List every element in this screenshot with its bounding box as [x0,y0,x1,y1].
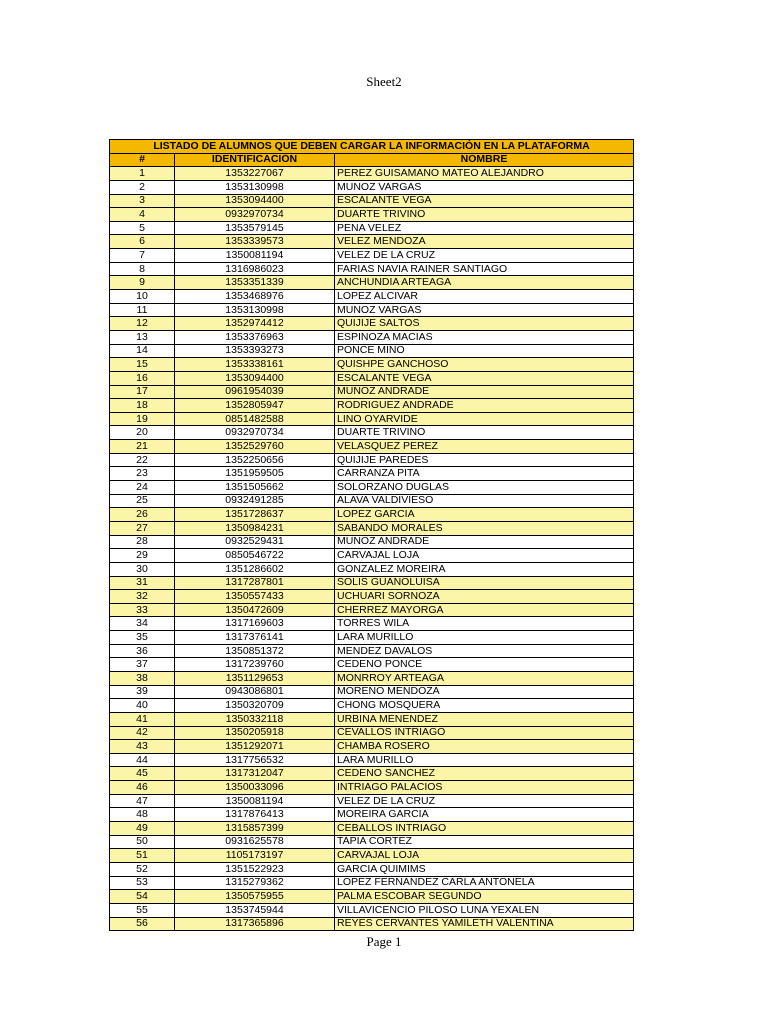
table-row [110,562,634,576]
row-name-cell: MUNOZ VARGAS [335,303,634,317]
table-row [110,440,634,454]
row-name-cell: PONCE MINO [335,344,634,358]
row-number-cell: 22 [110,453,175,467]
row-name-cell: ALAVA VALDIVIESO [335,494,634,508]
row-number-cell: 42 [110,726,175,740]
row-identification-cell: 1350081194 [175,249,335,263]
table-row [110,631,634,645]
table-row [110,317,634,331]
row-identification-cell: 1353745944 [175,903,335,917]
row-number-cell: 26 [110,508,175,522]
row-number-cell: 10 [110,290,175,304]
row-number-cell: 3 [110,194,175,208]
row-identification-cell: 1350081194 [175,794,335,808]
row-number-cell: 53 [110,876,175,890]
row-identification-cell: 0932970734 [175,426,335,440]
row-identification-cell: 1351959505 [175,467,335,481]
row-name-cell: LOPEZ FERNANDEZ CARLA ANTONELA [335,876,634,890]
row-identification-cell: 1317169603 [175,617,335,631]
row-number-cell: 7 [110,249,175,263]
table-row [110,167,634,181]
row-number-cell: 52 [110,862,175,876]
table-row [110,221,634,235]
table-row [110,726,634,740]
table-row [110,603,634,617]
table-row [110,180,634,194]
row-identification-cell: 1350332118 [175,712,335,726]
row-name-cell: CHAMBA ROSERO [335,740,634,754]
row-number-cell: 39 [110,685,175,699]
row-identification-cell: 0850546722 [175,549,335,563]
row-number-cell: 1 [110,167,175,181]
row-name-cell: URBINA MENENDEZ [335,712,634,726]
row-name-cell: MONRROY ARTEAGA [335,671,634,685]
row-identification-cell: 1350575955 [175,890,335,904]
row-number-cell: 17 [110,385,175,399]
row-name-cell: VELASQUEZ PEREZ [335,440,634,454]
row-number-cell: 43 [110,740,175,754]
row-identification-cell: 1353227067 [175,167,335,181]
row-identification-cell: 1315857399 [175,822,335,836]
row-identification-cell: 1352529760 [175,440,335,454]
row-identification-cell: 1351505662 [175,481,335,495]
row-number-cell: 54 [110,890,175,904]
row-identification-cell: 1317239760 [175,658,335,672]
column-header-row [110,153,634,167]
row-number-cell: 13 [110,330,175,344]
row-number-cell: 11 [110,303,175,317]
table-row [110,385,634,399]
row-name-cell: CEBALLOS INTRIAGO [335,822,634,836]
table-row [110,494,634,508]
table-row [110,740,634,754]
row-number-cell: 37 [110,658,175,672]
row-number-cell: 6 [110,235,175,249]
row-identification-cell: 0851482588 [175,412,335,426]
row-identification-cell: 0961954039 [175,385,335,399]
row-name-cell: DUARTE TRIVINO [335,426,634,440]
row-number-cell: 24 [110,481,175,495]
row-name-cell: ESPINOZA MACIAS [335,330,634,344]
row-number-cell: 48 [110,808,175,822]
row-name-cell: CHERREZ MAYORGA [335,603,634,617]
row-number-cell: 2 [110,180,175,194]
table-row [110,290,634,304]
row-number-cell: 23 [110,467,175,481]
row-number-cell: 14 [110,344,175,358]
row-number-cell: 27 [110,521,175,535]
row-name-cell: INTRIAGO PALACIOS [335,781,634,795]
table-row [110,753,634,767]
row-identification-cell: 1350033096 [175,781,335,795]
table-row [110,358,634,372]
table-row [110,835,634,849]
row-number-cell: 19 [110,412,175,426]
row-identification-cell: 0931625578 [175,835,335,849]
row-name-cell: LINO OYARVIDE [335,412,634,426]
row-name-cell: RODRIGUEZ ANDRADE [335,399,634,413]
row-name-cell: MUNOZ ANDRADE [335,535,634,549]
row-number-cell: 9 [110,276,175,290]
row-number-cell: 15 [110,358,175,372]
table-title-row [110,140,634,154]
row-identification-cell: 1353094400 [175,371,335,385]
row-identification-cell: 1350557433 [175,590,335,604]
row-identification-cell: 1353338161 [175,358,335,372]
table-row [110,399,634,413]
table-row [110,658,634,672]
row-identification-cell: 1353468976 [175,290,335,304]
row-name-cell: QUIJIJE SALTOS [335,317,634,331]
row-identification-cell: 1350472609 [175,603,335,617]
row-identification-cell: 1317365896 [175,917,335,931]
row-number-cell: 45 [110,767,175,781]
row-name-cell: CARVAJAL LOJA [335,549,634,563]
row-identification-cell: 0943086801 [175,685,335,699]
row-name-cell: VILLAVICENCIO PILOSO LUNA YEXALEN [335,903,634,917]
table-row [110,467,634,481]
row-identification-cell: 1351129653 [175,671,335,685]
row-identification-cell: 1350851372 [175,644,335,658]
table-row [110,521,634,535]
row-identification-cell: 1316986023 [175,262,335,276]
row-name-cell: QUIJIJE PAREDES [335,453,634,467]
row-number-cell: 8 [110,262,175,276]
table-row [110,549,634,563]
row-name-cell: CARRANZA PITA [335,467,634,481]
row-number-cell: 38 [110,671,175,685]
table-row [110,330,634,344]
row-identification-cell: 0932529431 [175,535,335,549]
row-name-cell: SOLORZANO DUGLAS [335,481,634,495]
row-name-cell: LARA MURILLO [335,753,634,767]
row-number-cell: 55 [110,903,175,917]
row-name-cell: REYES CERVANTES YAMILETH VALENTINA [335,917,634,931]
row-name-cell: PEREZ GUISAMANO MATEO ALEJANDRO [335,167,634,181]
row-number-cell: 47 [110,794,175,808]
row-name-cell: SABANDO MORALES [335,521,634,535]
row-identification-cell: 1350205918 [175,726,335,740]
row-number-cell: 20 [110,426,175,440]
row-number-cell: 41 [110,712,175,726]
table-row [110,685,634,699]
table-title: LISTADO DE ALUMNOS QUE DEBEN CARGAR LA INFORMACIÓN EN LA PLATAFORMA [110,140,634,154]
row-name-cell: LOPEZ ALCIVAR [335,290,634,304]
row-identification-cell: 1353094400 [175,194,335,208]
row-name-cell: QUISHPE GANCHOSO [335,358,634,372]
row-identification-cell: 1351292071 [175,740,335,754]
row-identification-cell: 1352250656 [175,453,335,467]
row-name-cell: DUARTE TRIVINO [335,208,634,222]
row-identification-cell: 1353339573 [175,235,335,249]
table-row [110,235,634,249]
row-number-cell: 25 [110,494,175,508]
row-number-cell: 30 [110,562,175,576]
row-name-cell: GONZALEZ MOREIRA [335,562,634,576]
row-number-cell: 49 [110,822,175,836]
row-identification-cell: 1353376963 [175,330,335,344]
row-name-cell: TAPIA CORTEZ [335,835,634,849]
column-header-identification: IDENTIFICACIÓN [175,153,335,167]
table-row [110,371,634,385]
row-number-cell: 21 [110,440,175,454]
column-header-name: NOMBRE [335,153,634,167]
row-identification-cell: 0932970734 [175,208,335,222]
table-row [110,508,634,522]
table-row [110,617,634,631]
table-row [110,276,634,290]
page-header: Sheet2 [366,74,402,89]
table-body [110,167,634,931]
row-identification-cell: 1317312047 [175,767,335,781]
row-identification-cell: 1353130998 [175,180,335,194]
row-number-cell: 40 [110,699,175,713]
row-name-cell: VELEZ DE LA CRUZ [335,794,634,808]
table-row [110,262,634,276]
table-row [110,426,634,440]
row-identification-cell: 1351522923 [175,862,335,876]
row-identification-cell: 0932491285 [175,494,335,508]
table-row [110,208,634,222]
table-row [110,576,634,590]
table-row [110,344,634,358]
column-header-number: # [110,153,175,167]
row-identification-cell: 1317876413 [175,808,335,822]
row-name-cell: CARVAJAL LOJA [335,849,634,863]
row-name-cell: TORRES WILA [335,617,634,631]
table-row [110,876,634,890]
row-number-cell: 28 [110,535,175,549]
table-row [110,890,634,904]
row-identification-cell: 1351286602 [175,562,335,576]
table-row [110,412,634,426]
page-footer: Page 1 [366,934,402,949]
row-name-cell: MORENO MENDOZA [335,685,634,699]
row-name-cell: MENDEZ DAVALOS [335,644,634,658]
row-identification-cell: 1317376141 [175,631,335,645]
row-number-cell: 29 [110,549,175,563]
row-name-cell: LARA MURILLO [335,631,634,645]
row-name-cell: FARIAS NAVIA RAINER SANTIAGO [335,262,634,276]
row-number-cell: 35 [110,631,175,645]
row-number-cell: 44 [110,753,175,767]
row-name-cell: UCHUARI SORNOZA [335,590,634,604]
table-row [110,671,634,685]
table-row [110,794,634,808]
row-name-cell: VELEZ MENDOZA [335,235,634,249]
row-identification-cell: 1317287801 [175,576,335,590]
row-number-cell: 34 [110,617,175,631]
row-name-cell: CEDENO SANCHEZ [335,767,634,781]
row-number-cell: 36 [110,644,175,658]
table-row [110,303,634,317]
row-name-cell: CEDENO PONCE [335,658,634,672]
row-identification-cell: 1353351339 [175,276,335,290]
row-name-cell: CEVALLOS INTRIAGO [335,726,634,740]
row-identification-cell: 1350984231 [175,521,335,535]
table-row [110,781,634,795]
students-table [109,139,634,931]
row-number-cell: 5 [110,221,175,235]
table-row [110,808,634,822]
row-number-cell: 16 [110,371,175,385]
row-name-cell: MUNOZ ANDRADE [335,385,634,399]
row-name-cell: SOLIS GUANOLUISA [335,576,634,590]
row-name-cell: CHONG MOSQUERA [335,699,634,713]
row-identification-cell: 1352974412 [175,317,335,331]
row-identification-cell: 1353393273 [175,344,335,358]
table-row [110,453,634,467]
row-name-cell: MUNOZ VARGAS [335,180,634,194]
table-row [110,903,634,917]
row-name-cell: MOREIRA GARCIA [335,808,634,822]
row-number-cell: 51 [110,849,175,863]
table-row [110,590,634,604]
row-number-cell: 46 [110,781,175,795]
row-name-cell: ESCALANTE VEGA [335,194,634,208]
table-row [110,767,634,781]
row-identification-cell: 1353579145 [175,221,335,235]
row-name-cell: GARCIA QUIMIMS [335,862,634,876]
row-number-cell: 33 [110,603,175,617]
row-name-cell: VELEZ DE LA CRUZ [335,249,634,263]
row-number-cell: 50 [110,835,175,849]
row-name-cell: PALMA ESCOBAR SEGUNDO [335,890,634,904]
row-identification-cell: 1351728637 [175,508,335,522]
table-row [110,249,634,263]
table-row [110,194,634,208]
row-name-cell: LOPEZ GARCIA [335,508,634,522]
table-row [110,822,634,836]
row-number-cell: 4 [110,208,175,222]
row-name-cell: ESCALANTE VEGA [335,371,634,385]
row-number-cell: 56 [110,917,175,931]
table-row [110,535,634,549]
row-name-cell: ANCHUNDIA ARTEAGA [335,276,634,290]
row-identification-cell: 1353130998 [175,303,335,317]
row-number-cell: 12 [110,317,175,331]
row-number-cell: 32 [110,590,175,604]
row-identification-cell: 1352805947 [175,399,335,413]
row-identification-cell: 1105173197 [175,849,335,863]
row-number-cell: 31 [110,576,175,590]
table-row [110,644,634,658]
table-row [110,481,634,495]
table-row [110,917,634,931]
table-row [110,862,634,876]
table-row [110,699,634,713]
row-identification-cell: 1350320709 [175,699,335,713]
row-name-cell: PENA VELEZ [335,221,634,235]
table-row [110,849,634,863]
table-row [110,712,634,726]
row-number-cell: 18 [110,399,175,413]
row-identification-cell: 1317756532 [175,753,335,767]
row-identification-cell: 1315279362 [175,876,335,890]
